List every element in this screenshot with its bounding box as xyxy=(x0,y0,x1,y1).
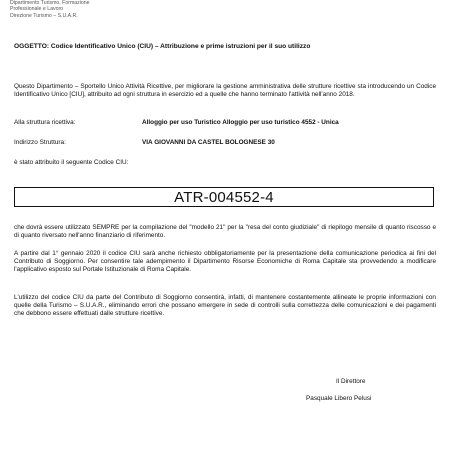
ciu-code: ATR-004552-4 xyxy=(174,188,274,206)
struttura-row xyxy=(14,119,339,126)
signature-name: Pasquale Libero Pelusi xyxy=(306,395,372,402)
deadline-paragraph: A partire dal 1° gennaio 2020 il codice CIU sarà anche richiesto obbligatoriamente per la presentazione della comunicazione periodica ai fini del Contributo di Soggiorno. Per consentire tale adempimento il Dipartimento Risorse Economiche di Roma Capitale sta provvedendo a modificare l'applicativo esposto sul Portale Istituzionale di Roma Capitale. xyxy=(14,250,436,274)
assigned-text: è stato attribuito il seguente Codice CIU: xyxy=(14,159,129,166)
struttura-value: Alloggio per uso Turistico Alloggio per uso turistico 4552 - Unica xyxy=(142,119,339,126)
ciu-code-box xyxy=(14,187,434,207)
letterhead xyxy=(10,0,90,19)
indirizzo-label: Indirizzo Struttura: xyxy=(14,139,66,146)
struttura-label: Alla struttura ricettiva: xyxy=(14,119,76,126)
letterhead-line-1: Dipartimento Turismo, Formazione xyxy=(10,0,90,6)
signature-title: Il Direttore xyxy=(336,378,366,385)
subject-line: OGGETTO: Codice Identificativo Unico (CIU) – Attribuzione e prime istruzioni per il suo utilizzo xyxy=(14,43,311,50)
final-paragraph: L'utilizzo del codice CIU da parte del Contributo di Soggiorno consentirà, infatti, di mantenere costantemente allineate le proprie informazioni con quelle della Turismo – S.U.A.R., eliminando errori che possano emergere in sede di controlli sulla correttezza delle comunicazioni e dei pagamenti che debbono essere effettuati dalle strutture ricettive. xyxy=(14,294,436,318)
indirizzo-value: VIA GIOVANNI DA CASTEL BOLOGNESE 30 xyxy=(142,139,275,146)
letterhead-line-3: Direzione Turismo – S.U.A.R. xyxy=(10,12,78,19)
usage-paragraph: che dovrà essere utilizzato SEMPRE per la compilazione del "modello 21" per la "resa del conto giudiziale" di riepilogo mensile di quanto riscosso e di quanto riversato nell'anno finanziario di riferimento. xyxy=(14,224,436,240)
indirizzo-row xyxy=(14,139,275,146)
intro-paragraph: Questo Dipartimento – Sportello Unico Attività Ricettive, per migliorare la gestione amministrativa delle strutture ricettive sta introducendo un Codice Identificativo Unico [CIU], attribuito ad ogni struttura in esercizio ed a quelle che hanno terminato l'attività nell'anno 2018. xyxy=(14,83,436,99)
letterhead-line-2: Professionale e Lavoro xyxy=(10,6,64,13)
